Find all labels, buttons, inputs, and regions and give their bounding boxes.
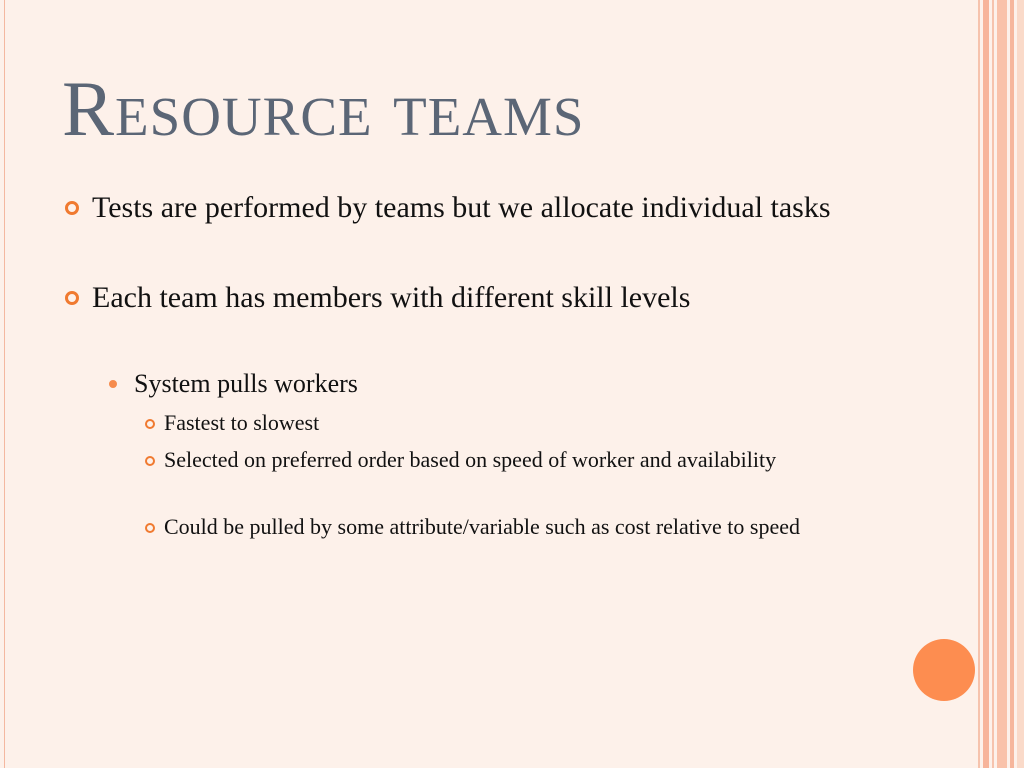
- bullet-item: Fastest to slowest: [164, 410, 320, 435]
- bullet-item: Could be pulled by some attribute/variable such as cost relative to speed: [164, 514, 800, 539]
- ring-bullet-icon: [65, 201, 79, 215]
- small-ring-bullet-icon: [145, 523, 155, 533]
- small-ring-bullet-icon: [145, 456, 155, 466]
- ring-bullet-icon: [65, 291, 79, 305]
- bullet-item: Each team has members with different skill levels: [92, 281, 691, 314]
- bullet-item: System pulls workers: [134, 369, 358, 398]
- slide-title: Resource teams: [62, 65, 585, 152]
- small-ring-bullet-icon: [145, 419, 155, 429]
- bullet-item: Selected on preferred order based on speed of worker and availability: [164, 447, 777, 472]
- bullet-item: Tests are performed by teams but we allocate individual tasks: [92, 191, 831, 224]
- dot-bullet-icon: [109, 380, 117, 388]
